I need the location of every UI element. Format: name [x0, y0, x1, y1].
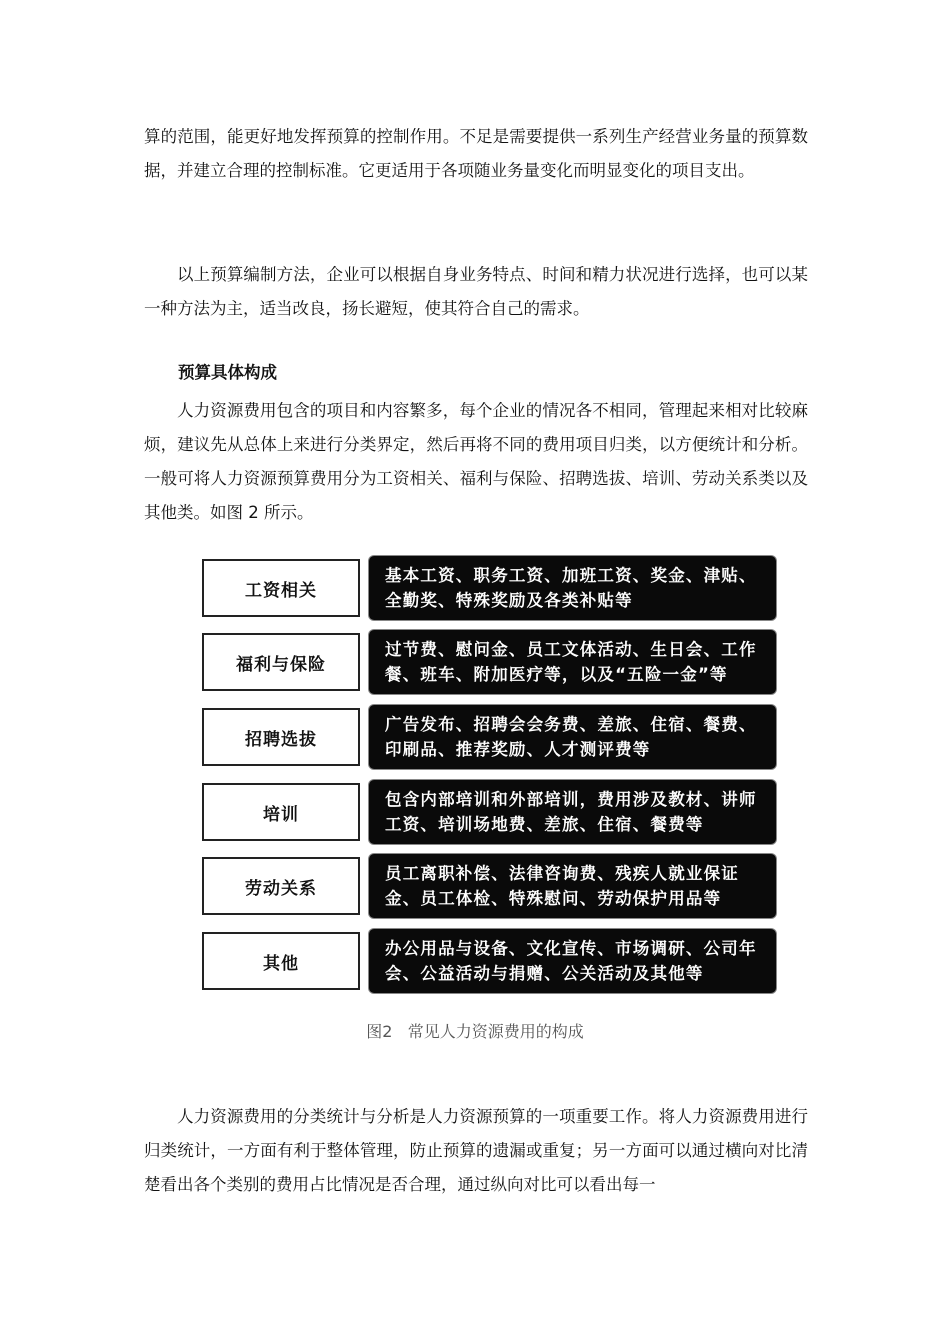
paragraph-cost-statistics-analysis: 人力资源费用的分类统计与分析是人力资源预算的一项重要工作。将人力资源费用进行归类统计，一方面有利于整体管理，防止预算的遗漏或重复；另一方面可以通过横向对比清楚看出各个类别的费用占比情况是否合理，通过纵向对比可以看出每一: [144, 1107, 808, 1194]
figure-row: [202, 929, 776, 991]
figure-row: [202, 705, 776, 767]
description-box: 过节费、慰问金、员工文体活动、生日会、工作餐、班车、附加医疗等，以及“五险一金”等: [369, 630, 776, 694]
hr-cost-composition-figure: [202, 556, 776, 996]
category-box: 劳动关系: [202, 857, 360, 915]
figure-caption: [0, 1020, 950, 1044]
description-box: 包含内部培训和外部培训，费用涉及教材、讲师工资、培训场地费、差旅、住宿、餐费等: [369, 780, 776, 844]
category-box: 工资相关: [202, 559, 360, 617]
description-box: 员工离职补偿、法律咨询费、残疾人就业保证金、员工体检、特殊慰问、劳动保护用品等: [369, 854, 776, 918]
category-box: 福利与保险: [202, 633, 360, 691]
paragraph-method-selection: 以上预算编制方法，企业可以根据自身业务特点、时间和精力状况进行选择，也可以某一种方法为主，适当改良，扬长避短，使其符合自己的需求。: [144, 265, 808, 318]
description-box: 办公用品与设备、文化宣传、市场调研、公司年会、公益活动与捐赠、公关活动及其他等: [369, 929, 776, 993]
category-box: 其他: [202, 932, 360, 990]
figure-row: [202, 630, 776, 692]
description-box: 基本工资、职务工资、加班工资、奖金、津贴、全勤奖、特殊奖励及各类补贴等: [369, 556, 776, 620]
figure-row: [202, 556, 776, 618]
paragraph-budget-method-conclusion: 算的范围，能更好地发挥预算的控制作用。不足是需要提供一系列生产经营业务量的预算数据，并建立合理的控制标准。它更适用于各项随业务量变化而明显变化的项目支出。: [144, 127, 808, 180]
figure-row: [202, 854, 776, 916]
figure-row: [202, 780, 776, 842]
description-box: 广告发布、招聘会会务费、差旅、住宿、餐费、印刷品、推荐奖励、人才测评费等: [369, 705, 776, 769]
category-box: 培训: [202, 783, 360, 841]
figure-caption-number: 图2: [366, 1022, 393, 1041]
paragraph-hr-cost-classification: 人力资源费用包含的项目和内容繁多，每个企业的情况各不相同，管理起来相对比较麻烦，建议先从总体上来进行分类界定，然后再将不同的费用项目归类，以方便统计和分析。一般可将人力资源预算费用分为工资相关、福利与保险、招聘选拔、培训、劳动关系类以及其他类。如图 2 所示。: [144, 401, 808, 522]
figure-caption-text: 常见人力资源费用的构成: [407, 1022, 584, 1041]
section-heading: 预算具体构成: [178, 363, 277, 382]
category-box: 招聘选拔: [202, 708, 360, 766]
